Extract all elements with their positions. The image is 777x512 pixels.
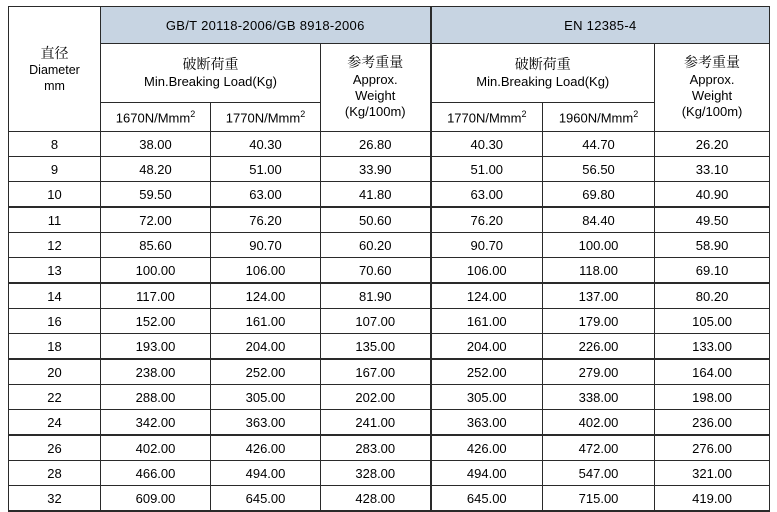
cell-diameter: 12 — [9, 233, 101, 258]
cell-en-weight: 133.00 — [655, 334, 770, 360]
en-breaking-load-en: Min.Breaking Load(Kg) — [476, 73, 610, 89]
cell-gb-1770: 63.00 — [211, 182, 321, 208]
cell-en-weight: 69.10 — [655, 258, 770, 284]
cell-gb-1770: 40.30 — [211, 132, 321, 157]
gb-strength-1770-label: 1770N/Mmm — [225, 110, 301, 126]
cell-en-weight: 276.00 — [655, 435, 770, 461]
cell-gb-1670: 48.20 — [101, 157, 211, 182]
en-weight-en-1: Approx. — [689, 71, 735, 87]
cell-diameter: 32 — [9, 486, 101, 512]
cell-en-1770: 51.00 — [431, 157, 543, 182]
cell-diameter: 10 — [9, 182, 101, 208]
cell-gb-1670: 59.50 — [101, 182, 211, 208]
cell-en-1770: 426.00 — [431, 435, 543, 461]
diameter-header-cell — [9, 7, 101, 132]
cell-diameter: 18 — [9, 334, 101, 360]
gb-strength-1770 — [211, 103, 321, 132]
cell-gb-1670: 402.00 — [101, 435, 211, 461]
cell-en-1960: 44.70 — [543, 132, 655, 157]
cell-gb-1670: 342.00 — [101, 410, 211, 436]
cell-en-1770: 76.20 — [431, 207, 543, 233]
wire-rope-spec-table — [8, 6, 770, 512]
table-row — [9, 157, 770, 182]
cell-en-1960: 69.80 — [543, 182, 655, 208]
cell-en-weight: 321.00 — [655, 461, 770, 486]
cell-gb-1770: 51.00 — [211, 157, 321, 182]
cell-diameter: 11 — [9, 207, 101, 233]
cell-gb-weight: 50.60 — [321, 207, 431, 233]
table-row — [9, 435, 770, 461]
en-weight-unit: (Kg/100m) — [681, 104, 743, 120]
table-body — [9, 132, 770, 512]
cell-gb-1670: 288.00 — [101, 385, 211, 410]
cell-gb-1670: 117.00 — [101, 283, 211, 309]
gb-breaking-load-cn: 破断荷重 — [182, 56, 239, 73]
cell-gb-1770: 494.00 — [211, 461, 321, 486]
cell-en-1770: 106.00 — [431, 258, 543, 284]
cell-gb-weight: 107.00 — [321, 309, 431, 334]
cell-en-1960: 56.50 — [543, 157, 655, 182]
cell-en-1770: 124.00 — [431, 283, 543, 309]
cell-en-1770: 494.00 — [431, 461, 543, 486]
diameter-header-cn: 直径 — [40, 44, 69, 61]
en-weight-cn: 参考重量 — [684, 54, 741, 71]
cell-gb-1770: 106.00 — [211, 258, 321, 284]
cell-en-1960: 100.00 — [543, 233, 655, 258]
table-row — [9, 283, 770, 309]
table-row — [9, 461, 770, 486]
cell-gb-1670: 466.00 — [101, 461, 211, 486]
cell-gb-weight: 70.60 — [321, 258, 431, 284]
cell-en-1960: 84.40 — [543, 207, 655, 233]
table-row — [9, 258, 770, 284]
cell-en-1960: 137.00 — [543, 283, 655, 309]
cell-gb-weight: 81.90 — [321, 283, 431, 309]
cell-en-weight: 236.00 — [655, 410, 770, 436]
cell-en-1770: 204.00 — [431, 334, 543, 360]
cell-gb-1670: 193.00 — [101, 334, 211, 360]
gb-weight-cn: 参考重量 — [347, 54, 404, 71]
cell-gb-1670: 72.00 — [101, 207, 211, 233]
gb-strength-1670 — [101, 103, 211, 132]
cell-diameter: 16 — [9, 309, 101, 334]
cell-en-weight: 40.90 — [655, 182, 770, 208]
cell-en-1960: 226.00 — [543, 334, 655, 360]
cell-diameter: 8 — [9, 132, 101, 157]
cell-gb-1670: 152.00 — [101, 309, 211, 334]
cell-gb-1770: 124.00 — [211, 283, 321, 309]
cell-en-weight: 80.20 — [655, 283, 770, 309]
cell-diameter: 24 — [9, 410, 101, 436]
gb-breaking-load-header — [101, 44, 321, 103]
table-row — [9, 233, 770, 258]
cell-gb-weight: 26.80 — [321, 132, 431, 157]
cell-gb-1770: 363.00 — [211, 410, 321, 436]
cell-gb-1770: 90.70 — [211, 233, 321, 258]
cell-gb-1670: 609.00 — [101, 486, 211, 512]
diameter-header-en: Diameter — [29, 62, 80, 77]
en-strength-1770-label: 1770N/Mmm — [447, 110, 522, 126]
cell-gb-1670: 100.00 — [101, 258, 211, 284]
cell-gb-weight: 60.20 — [321, 233, 431, 258]
cell-en-1960: 715.00 — [543, 486, 655, 512]
gb-strength-1770-sup: 2 — [300, 108, 306, 119]
gb-weight-en-1: Approx. — [352, 71, 398, 87]
cell-en-1770: 363.00 — [431, 410, 543, 436]
table-row — [9, 334, 770, 360]
en-strength-1770-sup: 2 — [521, 108, 527, 119]
cell-gb-weight: 33.90 — [321, 157, 431, 182]
cell-en-1960: 279.00 — [543, 359, 655, 385]
gb-strength-1670-label: 1670N/Mmm — [115, 110, 191, 126]
en-weight-header — [655, 44, 770, 132]
cell-en-weight: 198.00 — [655, 385, 770, 410]
cell-en-1770: 40.30 — [431, 132, 543, 157]
diameter-header-unit: mm — [44, 79, 65, 94]
en-breaking-load-cn: 破断荷重 — [514, 56, 571, 73]
cell-diameter: 9 — [9, 157, 101, 182]
cell-en-weight: 26.20 — [655, 132, 770, 157]
cell-en-weight: 58.90 — [655, 233, 770, 258]
table-header — [9, 7, 770, 132]
cell-gb-weight: 328.00 — [321, 461, 431, 486]
cell-gb-1770: 426.00 — [211, 435, 321, 461]
cell-en-weight: 33.10 — [655, 157, 770, 182]
cell-diameter: 13 — [9, 258, 101, 284]
en-strength-1770 — [431, 103, 543, 132]
cell-en-weight: 164.00 — [655, 359, 770, 385]
cell-gb-1670: 38.00 — [101, 132, 211, 157]
cell-gb-1770: 645.00 — [211, 486, 321, 512]
cell-gb-weight: 428.00 — [321, 486, 431, 512]
cell-en-weight: 419.00 — [655, 486, 770, 512]
gb-weight-header — [321, 44, 431, 132]
cell-en-weight: 49.50 — [655, 207, 770, 233]
cell-en-1960: 472.00 — [543, 435, 655, 461]
gb-weight-en-2: Weight — [355, 88, 396, 104]
cell-gb-weight: 167.00 — [321, 359, 431, 385]
cell-gb-1770: 305.00 — [211, 385, 321, 410]
standard-header-en: EN 12385-4 — [431, 7, 770, 44]
cell-en-1960: 179.00 — [543, 309, 655, 334]
cell-gb-1770: 204.00 — [211, 334, 321, 360]
cell-gb-1670: 238.00 — [101, 359, 211, 385]
cell-diameter: 22 — [9, 385, 101, 410]
table-row — [9, 309, 770, 334]
table-row — [9, 207, 770, 233]
header-row-standards — [9, 7, 770, 44]
cell-diameter: 14 — [9, 283, 101, 309]
cell-diameter: 20 — [9, 359, 101, 385]
cell-gb-1770: 76.20 — [211, 207, 321, 233]
cell-gb-1670: 85.60 — [101, 233, 211, 258]
cell-diameter: 28 — [9, 461, 101, 486]
table-row — [9, 132, 770, 157]
cell-gb-weight: 41.80 — [321, 182, 431, 208]
cell-en-1960: 547.00 — [543, 461, 655, 486]
en-strength-1960 — [543, 103, 655, 132]
table-row — [9, 182, 770, 208]
en-breaking-load-header — [431, 44, 655, 103]
table-row — [9, 385, 770, 410]
cell-gb-weight: 135.00 — [321, 334, 431, 360]
cell-gb-1770: 161.00 — [211, 309, 321, 334]
gb-breaking-load-en: Min.Breaking Load(Kg) — [144, 73, 277, 89]
cell-gb-weight: 283.00 — [321, 435, 431, 461]
cell-en-1960: 402.00 — [543, 410, 655, 436]
gb-strength-1670-sup: 2 — [190, 108, 196, 119]
table-row — [9, 410, 770, 436]
cell-en-1960: 118.00 — [543, 258, 655, 284]
gb-weight-unit: (Kg/100m) — [344, 104, 406, 120]
en-strength-1960-sup: 2 — [633, 108, 639, 119]
cell-en-1770: 305.00 — [431, 385, 543, 410]
cell-gb-1770: 252.00 — [211, 359, 321, 385]
cell-en-1770: 90.70 — [431, 233, 543, 258]
cell-en-1770: 645.00 — [431, 486, 543, 512]
table-row — [9, 359, 770, 385]
cell-gb-weight: 202.00 — [321, 385, 431, 410]
cell-en-1770: 252.00 — [431, 359, 543, 385]
cell-diameter: 26 — [9, 435, 101, 461]
standard-header-gb: GB/T 20118-2006/GB 8918-2006 — [101, 7, 431, 44]
en-weight-en-2: Weight — [691, 88, 733, 104]
table-row — [9, 486, 770, 512]
cell-gb-weight: 241.00 — [321, 410, 431, 436]
en-strength-1960-label: 1960N/Mmm — [558, 110, 634, 126]
cell-en-weight: 105.00 — [655, 309, 770, 334]
cell-en-1960: 338.00 — [543, 385, 655, 410]
header-row-groups — [9, 44, 770, 103]
cell-en-1770: 63.00 — [431, 182, 543, 208]
cell-en-1770: 161.00 — [431, 309, 543, 334]
